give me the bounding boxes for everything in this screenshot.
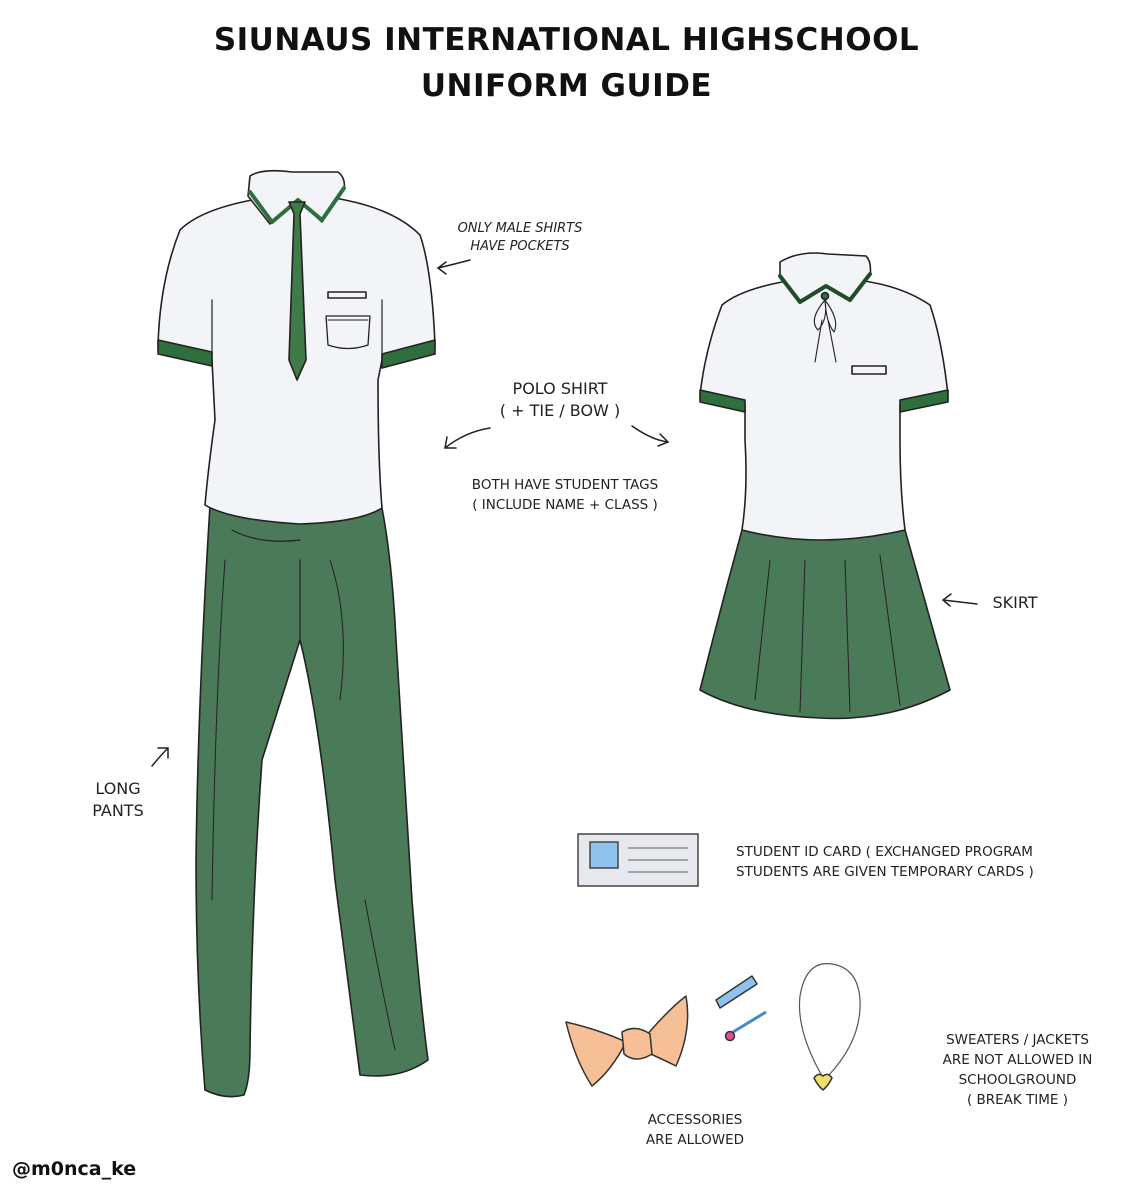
- title-line-2: UNIFORM GUIDE: [420, 68, 713, 104]
- skirt: [700, 530, 950, 718]
- note-pockets: ONLY MALE SHIRTS HAVE POCKETS: [457, 221, 583, 254]
- hairpin-icon: [716, 976, 757, 1008]
- male-pocket: [328, 292, 366, 298]
- accessories: [566, 964, 860, 1090]
- arrow-skirt: [943, 594, 977, 606]
- arrow-polo-left: [445, 428, 490, 448]
- bow-icon: [566, 1022, 626, 1086]
- note-sweaters: SWEATERS / JACKETS ARE NOT ALLOWED IN SCHOOLGROUND ( BREAK TIME ): [942, 1032, 1093, 1108]
- student-id-card: [578, 834, 698, 886]
- id-photo: [590, 842, 618, 868]
- note-id-card: STUDENT ID CARD ( EXCHANGED PROGRAM STUDENTS ARE GIVEN TEMPORARY CARDS ): [736, 844, 1034, 880]
- title-line-1: SIUNAUS INTERNATIONAL HIGHSCHOOL: [213, 22, 920, 58]
- long-pants: [196, 505, 428, 1097]
- male-uniform: [158, 171, 435, 1097]
- arrow-polo-right: [632, 426, 668, 446]
- female-pocket: [852, 366, 886, 374]
- necklace-icon: [799, 964, 860, 1076]
- note-long-pants: LONG PANTS: [92, 779, 144, 820]
- note-polo-shirt: POLO SHIRT ( + TIE / BOW ): [499, 379, 621, 420]
- note-skirt: SKIRT: [992, 593, 1038, 612]
- note-accessories: ACCESSORIES ARE ALLOWED: [645, 1112, 745, 1148]
- arrow-pants: [152, 748, 168, 766]
- note-student-tags: BOTH HAVE STUDENT TAGS ( INCLUDE NAME + CLASS ): [471, 477, 659, 513]
- watermark: @m0nca_ke: [12, 1158, 137, 1180]
- heart-pendant-icon: [814, 1074, 832, 1090]
- arrow-pockets: [438, 260, 470, 274]
- female-uniform: [700, 253, 950, 718]
